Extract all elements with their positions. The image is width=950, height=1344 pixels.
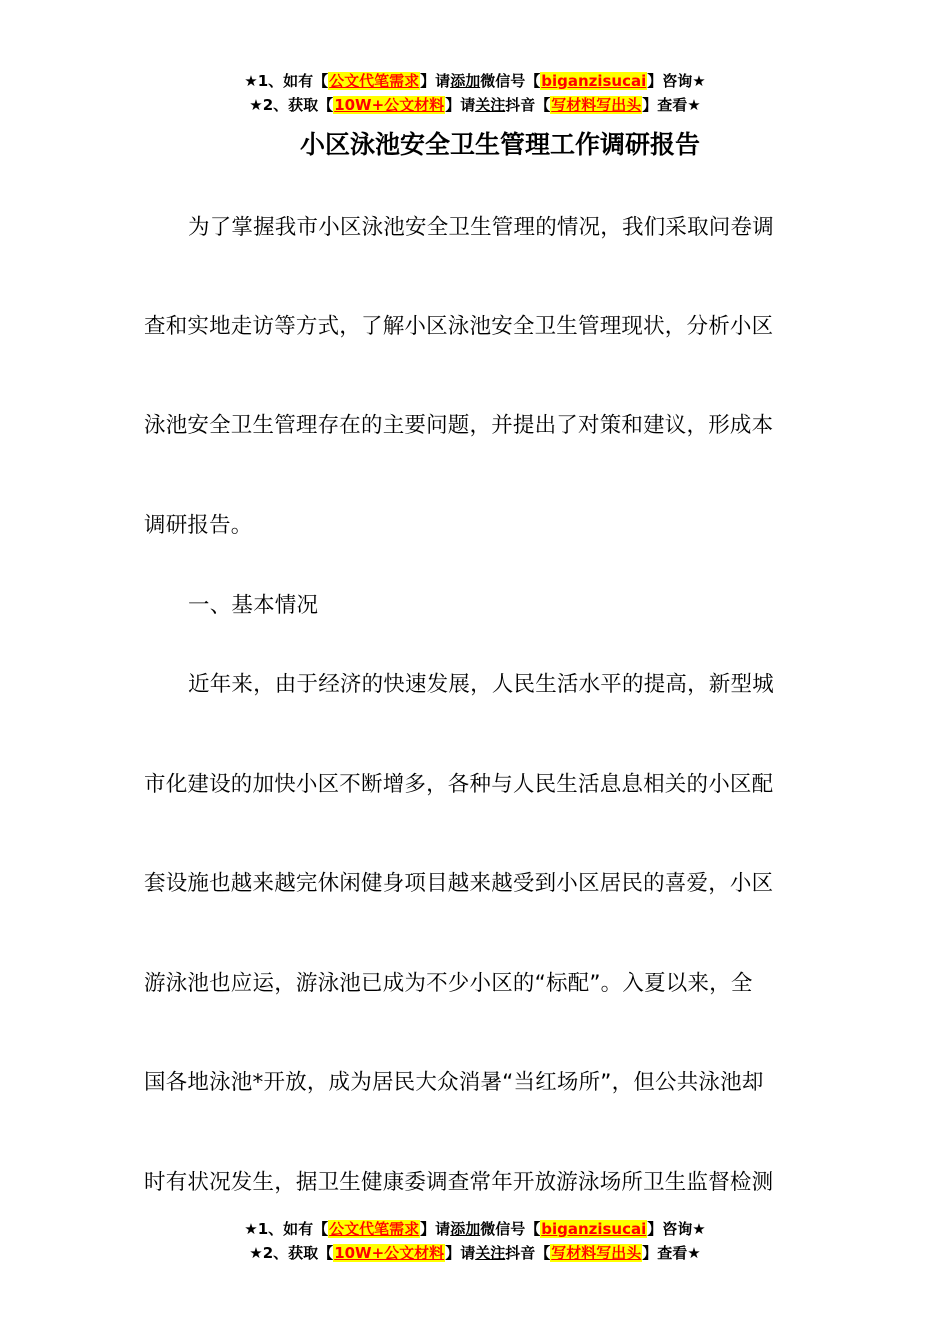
highlight-wechat-id: biganzisucai: [541, 72, 647, 90]
highlight-wechat-id: biganzisucai: [541, 1220, 647, 1238]
body-line: 近年来，由于经济的快速发展，人民生活水平的提高，新型城: [188, 672, 774, 697]
banner-line-1: ★1、如有【公文代笔需求】请添加微信号【biganzisucai】咨询★: [244, 72, 706, 90]
body-line: 查和实地走访等方式，了解小区泳池安全卫生管理现状，分析小区: [144, 314, 774, 339]
section-heading: 一、基本情况: [188, 593, 319, 618]
highlight-douyin: 写材料写出头: [551, 96, 642, 114]
banner-line-2: ★2、获取【10W+公文材料】请关注抖音【写材料写出头】查看★: [249, 1244, 701, 1262]
banner-line-2: ★2、获取【10W+公文材料】请关注抖音【写材料写出头】查看★: [249, 96, 701, 114]
body-line: 国各地泳池*开放，成为居民大众消暑“当红场所”，但公共泳池却: [144, 1070, 764, 1095]
body-line: 为了掌握我市小区泳池安全卫生管理的情况，我们采取问卷调: [188, 215, 774, 240]
highlight-service: 公文代笔需求: [329, 1220, 420, 1238]
highlight-service: 公文代笔需求: [329, 72, 420, 90]
document-title: 小区泳池安全卫生管理工作调研报告: [299, 130, 700, 159]
highlight-materials: 10W+公文材料: [334, 96, 445, 114]
body-line: 套设施也越来越完休闲健身项目越来越受到小区居民的喜爱，小区: [144, 871, 774, 896]
highlight-douyin: 写材料写出头: [551, 1244, 642, 1262]
header-banner: [0, 70, 950, 118]
highlight-materials: 10W+公文材料: [334, 1244, 445, 1262]
body-line: 泳池安全卫生管理存在的主要问题，并提出了对策和建议，形成本: [144, 413, 774, 438]
body-line: 市化建设的加快小区不断增多，各种与人民生活息息相关的小区配: [144, 772, 774, 797]
banner-line-1: ★1、如有【公文代笔需求】请添加微信号【biganzisucai】咨询★: [244, 1220, 706, 1238]
body-line: 时有状况发生，据卫生健康委调查常年开放游泳场所卫生监督检测: [144, 1170, 774, 1195]
footer-banner: [0, 1218, 950, 1266]
body-line: 调研报告。: [144, 513, 253, 538]
body-line: 游泳池也应运，游泳池已成为不少小区的“标配”。入夏以来，全: [144, 971, 753, 996]
